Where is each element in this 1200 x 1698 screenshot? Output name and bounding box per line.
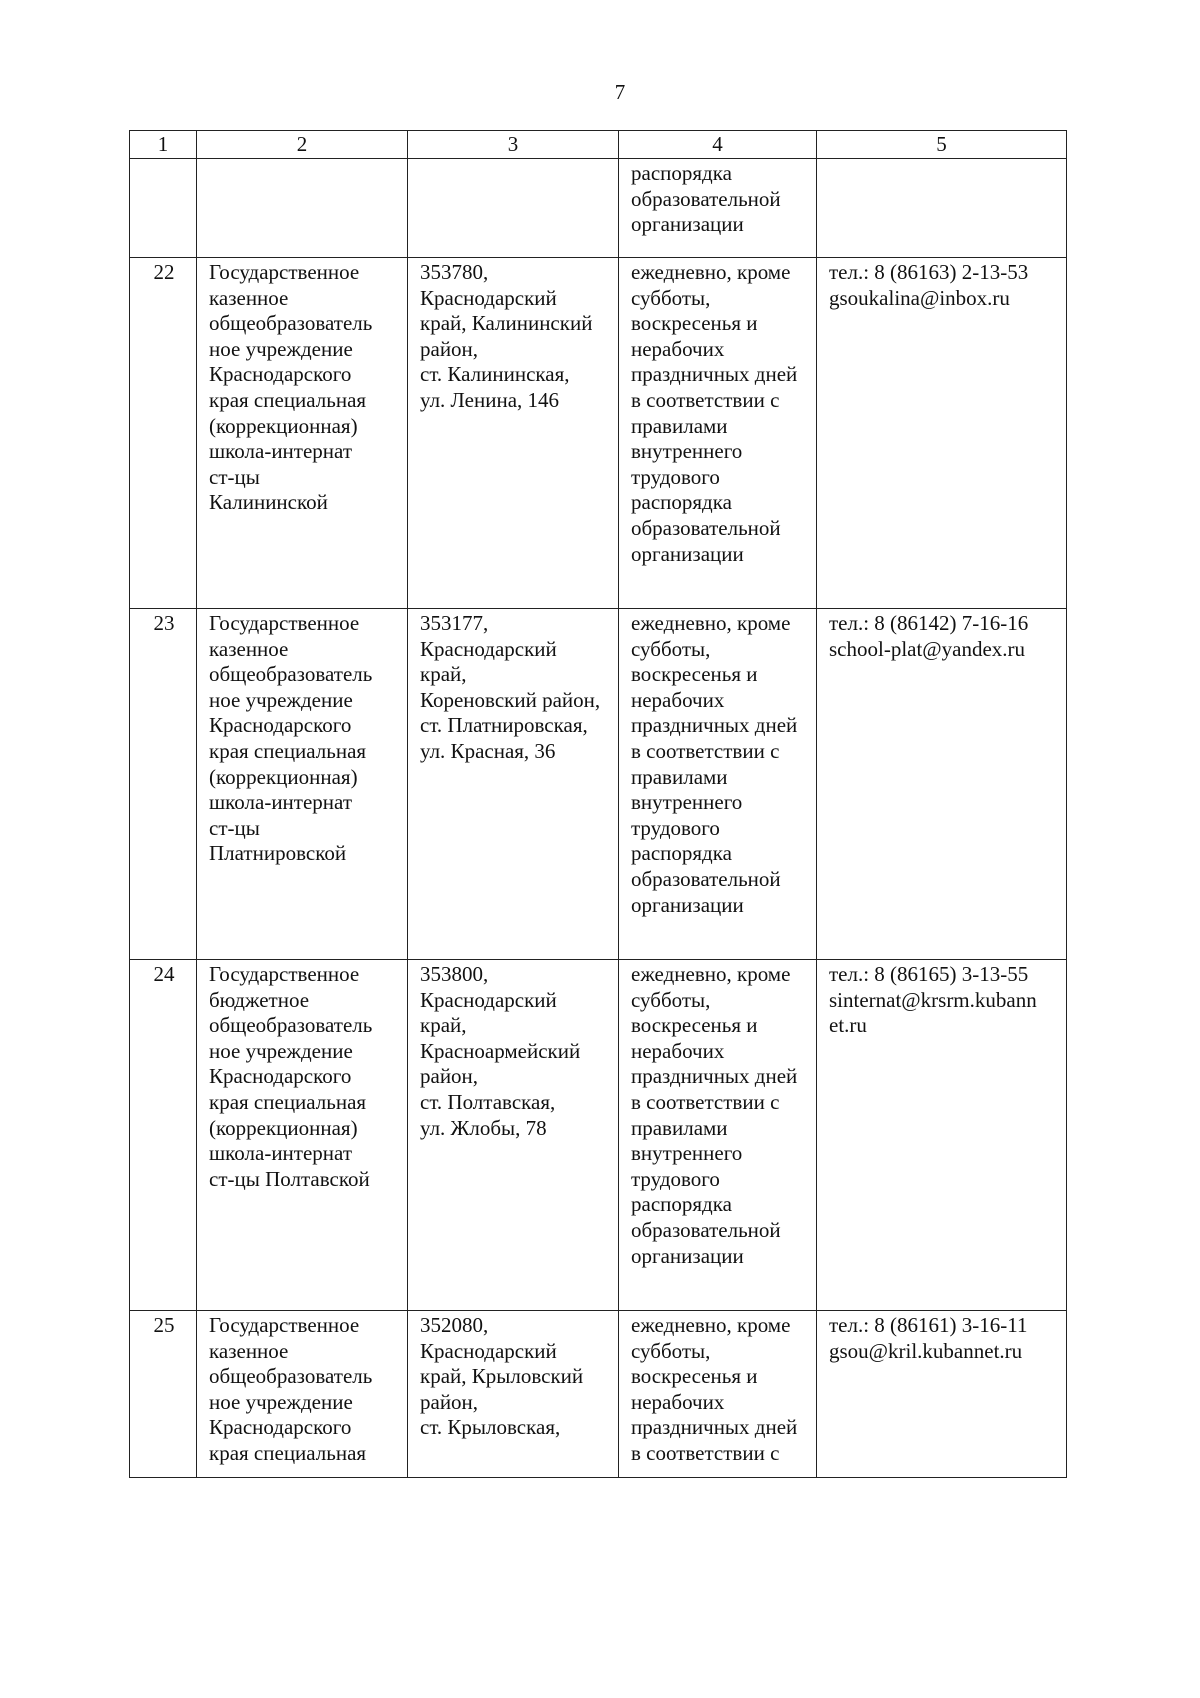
institutions-table [129, 130, 1067, 1478]
column-header-5: 5 [817, 131, 1067, 159]
cell-contacts [817, 258, 1067, 609]
cell-contacts [817, 1311, 1067, 1478]
email-text: sinternat@krsrm.kubann et.ru [829, 987, 1037, 1038]
column-header-2: 2 [197, 131, 408, 159]
cell-name: Государственное казенное общеобразователь ное учреждение Краснодарского края специальная (коррекционная) школа-интернат ст-цы Платнировской [197, 609, 408, 960]
cell-contacts [817, 609, 1067, 960]
cell-schedule: ежедневно, кроме субботы, воскресенья и нерабочих праздничных дней в соответствии с правилами внутреннего трудового распорядка образовательной организации [619, 609, 817, 960]
cell-num: 24 [130, 960, 197, 1311]
table-row [130, 258, 1067, 609]
cell-num: 25 [130, 1311, 197, 1478]
table-row [130, 609, 1067, 960]
column-header-3: 3 [408, 131, 619, 159]
page-number: 7 [614, 80, 626, 104]
email-text: gsoukalina@inbox.ru [829, 285, 1010, 310]
cell-schedule: ежедневно, кроме субботы, воскресенья и нерабочих праздничных дней в соответствии с [619, 1311, 817, 1478]
phone-text: тел.: 8 (86165) 3-13-55 [829, 962, 1029, 986]
table-row [130, 1311, 1067, 1478]
cell-address: 353177, Краснодарский край, Кореновский район, ст. Платнировская, ул. Красная, 36 [408, 609, 619, 960]
cell-name [197, 159, 408, 258]
phone-text: тел.: 8 (86161) 3-16-11 [829, 1313, 1028, 1337]
cell-name: Государственное казенное общеобразователь ное учреждение Краснодарского края специальная (коррекционная) школа-интернат ст-цы Калининской [197, 258, 408, 609]
cell-schedule: ежедневно, кроме субботы, воскресенья и нерабочих праздничных дней в соответствии с правилами внутреннего трудового распорядка образовательной организации [619, 960, 817, 1311]
cell-address: 353780, Краснодарский край, Калининский район, ст. Калининская, ул. Ленина, 146 [408, 258, 619, 609]
phone-text: тел.: 8 (86142) 7-16-16 [829, 611, 1029, 635]
phone-text: тел.: 8 (86163) 2-13-53 [829, 260, 1029, 284]
cell-num: 22 [130, 258, 197, 609]
cell-num: 23 [130, 609, 197, 960]
cell-contacts [817, 159, 1067, 258]
cell-address [408, 159, 619, 258]
cell-contacts [817, 960, 1067, 1311]
cell-num [130, 159, 197, 258]
column-header-1: 1 [130, 131, 197, 159]
cell-name: Государственное казенное общеобразователь ное учреждение Краснодарского края специальная [197, 1311, 408, 1478]
table-row-continuation [130, 159, 1067, 258]
cell-address: 352080, Краснодарский край, Крыловский район, ст. Крыловская, [408, 1311, 619, 1478]
table-row [130, 960, 1067, 1311]
cell-schedule: распорядка образовательной организации [619, 159, 817, 258]
column-header-4: 4 [619, 131, 817, 159]
cell-schedule: ежедневно, кроме субботы, воскресенья и нерабочих праздничных дней в соответствии с правилами внутреннего трудового распорядка образовательной организации [619, 258, 817, 609]
cell-address: 353800, Краснодарский край, Красноармейский район, ст. Полтавская, ул. Жлобы, 78 [408, 960, 619, 1311]
cell-name: Государственное бюджетное общеобразователь ное учреждение Краснодарского края специальная (коррекционная) школа-интернат ст-цы Полтавской [197, 960, 408, 1311]
header-row [130, 131, 1067, 159]
email-text: school-plat@yandex.ru [829, 636, 1026, 661]
email-text: gsou@kril.kubannet.ru [829, 1338, 1023, 1363]
